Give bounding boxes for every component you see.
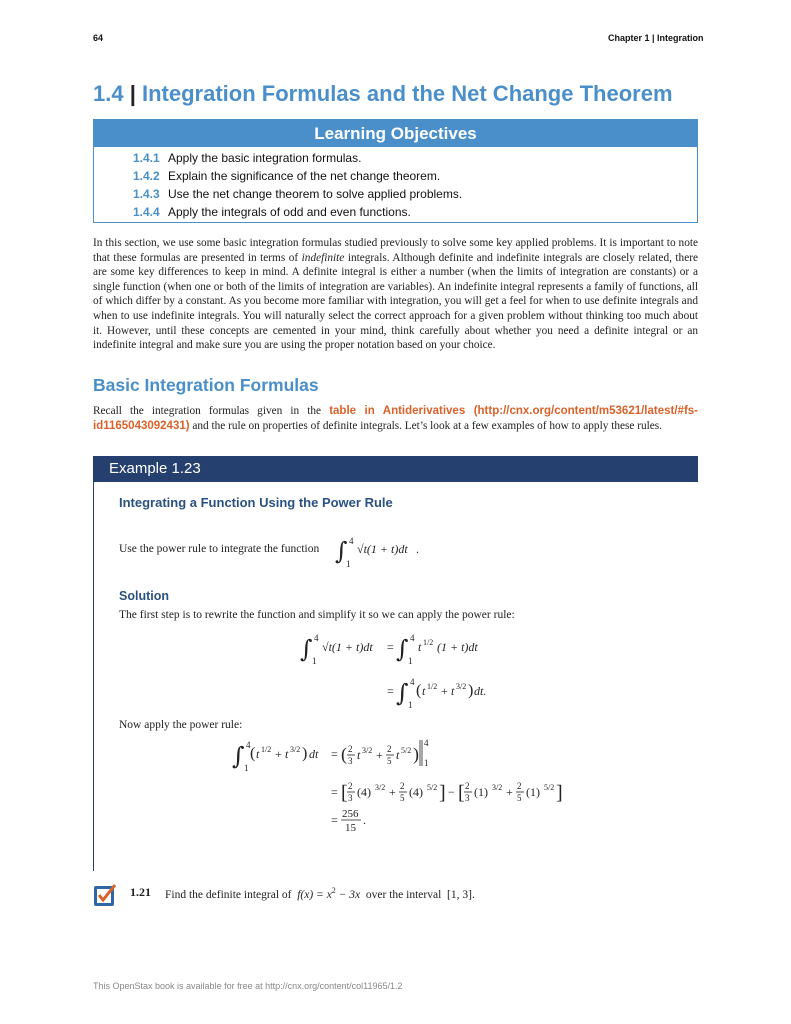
subsection-title: Basic Integration Formulas — [93, 375, 319, 395]
base-one: (1) — [526, 785, 540, 799]
objective-number: 1.4.4 — [133, 205, 160, 219]
learning-objectives-box — [93, 119, 698, 223]
upper-limit: 4 — [424, 738, 429, 748]
base-four: (4) — [409, 785, 423, 799]
power-rule-equations — [230, 735, 570, 835]
result-denominator: 15 — [345, 822, 356, 834]
dt: dt — [309, 747, 319, 761]
frac-den: 5 — [400, 793, 405, 803]
learning-objectives-title: Learning Objectives — [94, 120, 697, 147]
integral-sign: ∫ — [396, 635, 409, 663]
integrand-tail: (1 + t)dt — [437, 640, 478, 654]
exponent: 3/2 — [456, 682, 467, 691]
section-title — [93, 81, 673, 107]
upper-limit: 4 — [410, 633, 415, 643]
integrand: √t(1 + t)dt — [322, 640, 373, 654]
frac-den: 3 — [348, 756, 353, 766]
intro-emphasis: indefinite — [301, 251, 345, 264]
term-t: t — [285, 747, 289, 761]
base-one: (1) — [474, 785, 488, 799]
left-paren: ( — [250, 745, 256, 762]
right-paren: ) — [302, 745, 308, 762]
exponent: 3/2 — [290, 745, 301, 754]
frac-num: 2 — [400, 781, 405, 791]
example-title: Integrating a Function Using the Power Rule — [119, 495, 393, 510]
objective-text: Explain the significance of the net change theorem. — [168, 169, 441, 183]
right-paren: ) — [413, 744, 419, 764]
lower-limit: 1 — [244, 763, 249, 773]
example-header — [93, 456, 698, 482]
integral-sign: ∫ — [300, 635, 313, 663]
left-bracket: [ — [341, 782, 348, 804]
term-t: t — [422, 684, 426, 698]
equals: = — [331, 747, 338, 761]
equals: = — [331, 813, 338, 827]
exponent: 3/2 — [362, 746, 373, 755]
example-prompt: Use the power rule to integrate the function — [119, 543, 320, 555]
term-t: t — [396, 748, 400, 762]
frac-num: 2 — [387, 744, 392, 754]
frac-den: 3 — [348, 793, 353, 803]
checkpoint-function: f(x) = x — [297, 888, 332, 901]
objective-text: Use the net change theorem to solve applied problems. — [168, 187, 463, 201]
section-separator: | — [129, 81, 136, 106]
frac-num: 2 — [348, 781, 353, 791]
frac-num: 2 — [465, 781, 470, 791]
checkpoint-function-tail: − 3x — [338, 888, 361, 901]
equals: = — [387, 684, 394, 698]
upper-limit: 4 — [246, 740, 251, 750]
minus: − — [448, 785, 455, 799]
term-t: t — [357, 748, 361, 762]
upper-limit: 4 — [349, 536, 354, 546]
integral-sign: ∫ — [396, 679, 409, 707]
solution-title: Solution — [119, 589, 169, 603]
result-numerator: 256 — [342, 808, 359, 820]
solution-step2: Now apply the power rule: — [119, 719, 243, 731]
lower-limit: 1 — [408, 700, 413, 708]
exponent: 3/2 — [375, 783, 386, 792]
checkpoint-interval: [1, 3]. — [447, 888, 475, 901]
objective-number: 1.4.3 — [133, 187, 160, 201]
basic-text-cont: and the rule on properties of definite integrals. Let’s look at a few examples of how to apply these rules. — [189, 419, 663, 432]
integrand: √t(1 + t)dt — [357, 542, 408, 556]
objective-text: Apply the basic integration formulas. — [168, 151, 362, 165]
footer: This OpenStax book is available for free at http://cnx.org/content/col11965/1.2 — [93, 981, 403, 991]
objective-number: 1.4.1 — [133, 151, 160, 165]
exponent: 5/2 — [544, 783, 555, 792]
left-bracket: [ — [458, 782, 465, 804]
exponent: 1/2 — [423, 638, 434, 647]
checkpoint-prompt: Find the definite integral of — [165, 888, 292, 901]
lower-limit: 1 — [312, 656, 317, 666]
upper-limit: 4 — [314, 633, 319, 643]
intro-text-cont: integrals. Although definite and indefinite integrals are closely related, there are some key differences to keep in mind. A definite integral is either a number (when the limits of integration are constants) or a single function (when one or both of the limits of integration are variables). An indefinite integral represents a family of functions, all of which differ by a constant. As you become more familiar with integration, you will get a feel for when to use definite integrals and when to use indefinite integrals. You will naturally select the correct approach for a given problem without thinking too much about it. However, until these concepts are cemented in your mind, think carefully about whether you need a definite integral or an indefinite integral and make sure you are using the proper notation based on your choice. — [93, 251, 698, 352]
prompt-period: . — [416, 542, 419, 556]
objective-number: 1.4.2 — [133, 169, 160, 183]
exponent: 5/2 — [427, 783, 438, 792]
objective-item — [133, 187, 462, 201]
term-t: t — [256, 747, 260, 761]
result-period: . — [363, 813, 366, 827]
right-paren: ) — [468, 682, 474, 699]
lower-limit: 1 — [424, 758, 429, 768]
antiderivatives-link[interactable]: table in Antiderivatives (http://cnx.org/content/m53621/latest/#fs-id1165043092431) — [93, 405, 698, 432]
checkpoint-icon — [93, 883, 118, 908]
exponent: 5/2 — [401, 746, 412, 755]
section-number: 1.4 — [93, 81, 124, 106]
chapter-header: Chapter 1 | Integration — [608, 33, 704, 43]
page-number: 64 — [93, 33, 104, 43]
lower-limit: 1 — [408, 656, 413, 666]
base-four: (4) — [357, 785, 371, 799]
frac-den: 5 — [517, 793, 522, 803]
integrand-t: t — [418, 640, 422, 654]
integral-sign: ∫ — [335, 537, 348, 565]
integral-sign: ∫ — [232, 742, 245, 770]
plus: + — [506, 785, 513, 799]
intro-text: In this section, we use some basic integration formulas studied previously to solve some key applied problems. It is important to note that these formulas are presented in terms of — [93, 237, 698, 264]
upper-limit: 4 — [410, 677, 415, 687]
objective-item — [133, 151, 361, 165]
left-paren: ( — [416, 682, 422, 699]
equals: = — [331, 785, 338, 799]
dt: dt. — [474, 684, 487, 698]
section-title-text: Integration Formulas and the Net Change Theorem — [142, 81, 673, 106]
equals: = — [387, 640, 394, 654]
right-bracket: ] — [556, 782, 563, 804]
exponent: 1/2 — [261, 745, 272, 754]
checkpoint-exponent: 2 — [331, 886, 336, 895]
right-bracket: ] — [439, 782, 446, 804]
left-paren: ( — [341, 744, 347, 764]
frac-den: 5 — [387, 756, 392, 766]
plus: + — [376, 748, 383, 762]
plus: + — [389, 785, 396, 799]
plus: + — [441, 684, 448, 698]
exponent: 1/2 — [427, 682, 438, 691]
basic-paragraph — [93, 404, 698, 433]
objective-item — [133, 169, 440, 183]
checkpoint-number: 1.21 — [130, 885, 151, 899]
intro-paragraph — [93, 236, 698, 353]
frac-num: 2 — [517, 781, 522, 791]
lower-limit: 1 — [346, 559, 351, 569]
objective-text: Apply the integrals of odd and even functions. — [168, 205, 411, 219]
term-t: t — [451, 684, 455, 698]
plus: + — [275, 747, 282, 761]
prompt-integral — [333, 530, 423, 570]
example-left-rule — [93, 482, 94, 871]
exponent: 3/2 — [492, 783, 503, 792]
checkpoint-text — [165, 886, 475, 901]
frac-num: 2 — [348, 744, 353, 754]
solution-step1: The first step is to rewrite the function and simplify it so we can apply the power rule: — [119, 609, 515, 621]
example-label: Example 1.23 — [109, 460, 201, 477]
rewrite-equations — [298, 628, 518, 708]
checkpoint-mid: over the interval — [365, 888, 442, 901]
frac-den: 3 — [465, 793, 470, 803]
basic-text: Recall the integration formulas given in the — [93, 405, 330, 417]
objective-item — [133, 205, 411, 219]
